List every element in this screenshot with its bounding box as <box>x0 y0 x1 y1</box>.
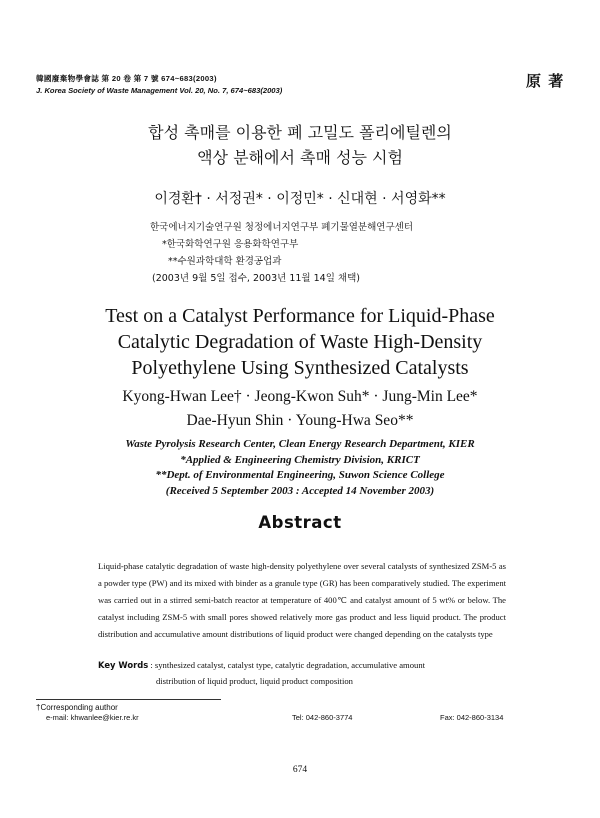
affiliation-line: 한국에너지기술연구원 청정에너지연구부 폐기물열분해연구센터 <box>150 222 413 233</box>
received-date-ko: (2003년 9월 5일 접수, 2003년 11월 14일 채택) <box>152 273 360 284</box>
footnote-divider <box>36 699 221 700</box>
affiliation-line: **수원과학대학 환경공업과 <box>168 256 282 267</box>
article-type-badge: 原 著 <box>526 72 565 90</box>
abstract-text: Liquid-phase catalytic degradation of waste high-density polyethylene over several catalysts of synthesized ZSM-5 as a powder type (PW) and its mixed with binder as a granule type (GR) has been comparatively studied. The experiment was carried out in a stirred semi-batch reactor at temperature of 400℃ and catalyst amount of 5 wt% or below. The catalyst including ZSM-5 with small pores showed relatively more gas product and less liquid product. The product distribution and accumulative amount distributions of liquid product were changed depending on the catalysts type <box>98 561 506 639</box>
keywords-label: Key Words <box>98 660 149 670</box>
page-number: 674 <box>292 765 308 775</box>
title-korean <box>0 120 600 170</box>
title-english-line: Test on a Catalyst Performance for Liquid-Phase <box>105 305 495 327</box>
keywords-line: distribution of liquid product, liquid product composition <box>156 676 353 686</box>
authors-english-line: Kyong-Hwan Lee† · Jeong-Kwon Suh* · Jung-Min Lee* <box>122 388 478 405</box>
journal-header <box>36 73 282 95</box>
journal-citation-en: J. Korea Society of Waste Management Vol. 20, No. 7, 674~683(2003) <box>36 86 283 95</box>
authors-korean: 이경환† · 서정권* · 이정민* · 신대현 · 서영화** <box>154 191 446 207</box>
title-english <box>0 303 600 381</box>
authors-english <box>0 385 600 433</box>
affiliation-line: *Applied & Engineering Chemistry Division, KRICT <box>180 453 420 466</box>
abstract-heading: Abstract <box>258 513 342 532</box>
affiliation-line: *한국화학연구원 응용화학연구부 <box>162 239 299 250</box>
journal-citation-ko: 韓國廢棄物學會誌 第 20 卷 第 7 號 674~683(2003) <box>36 74 217 83</box>
keywords-line: : synthesized catalyst, catalyst type, catalytic degradation, accumulative amount <box>150 660 426 670</box>
title-english-line: Catalytic Degradation of Waste High-Density <box>117 331 483 353</box>
title-korean-line: 합성 촉매를 이용한 폐 고밀도 폴리에틸렌의 <box>148 123 452 142</box>
author-fax: Fax: 042-860-3134 <box>440 713 504 722</box>
author-tel: Tel: 042-860-3774 <box>292 713 353 722</box>
corresponding-author: †Corresponding author <box>36 703 118 712</box>
keywords <box>98 657 508 689</box>
title-english-line: Polyethylene Using Synthesized Catalysts <box>131 357 469 379</box>
title-korean-line: 액상 분해에서 촉매 성능 시험 <box>197 148 403 167</box>
affiliation-line: Waste Pyrolysis Research Center, Clean Energy Research Department, KIER <box>125 438 475 450</box>
affiliations-english <box>0 437 600 499</box>
received-date-en: (Received 5 September 2003 : Accepted 14 November 2003) <box>165 484 435 497</box>
author-email: e-mail: khwanlee@kier.re.kr <box>46 713 139 722</box>
affiliation-line: **Dept. of Environmental Engineering, Suwon Science College <box>155 469 445 481</box>
affiliations-korean <box>150 219 413 287</box>
authors-english-line: Dae-Hyun Shin · Young-Hwa Seo** <box>186 412 414 429</box>
